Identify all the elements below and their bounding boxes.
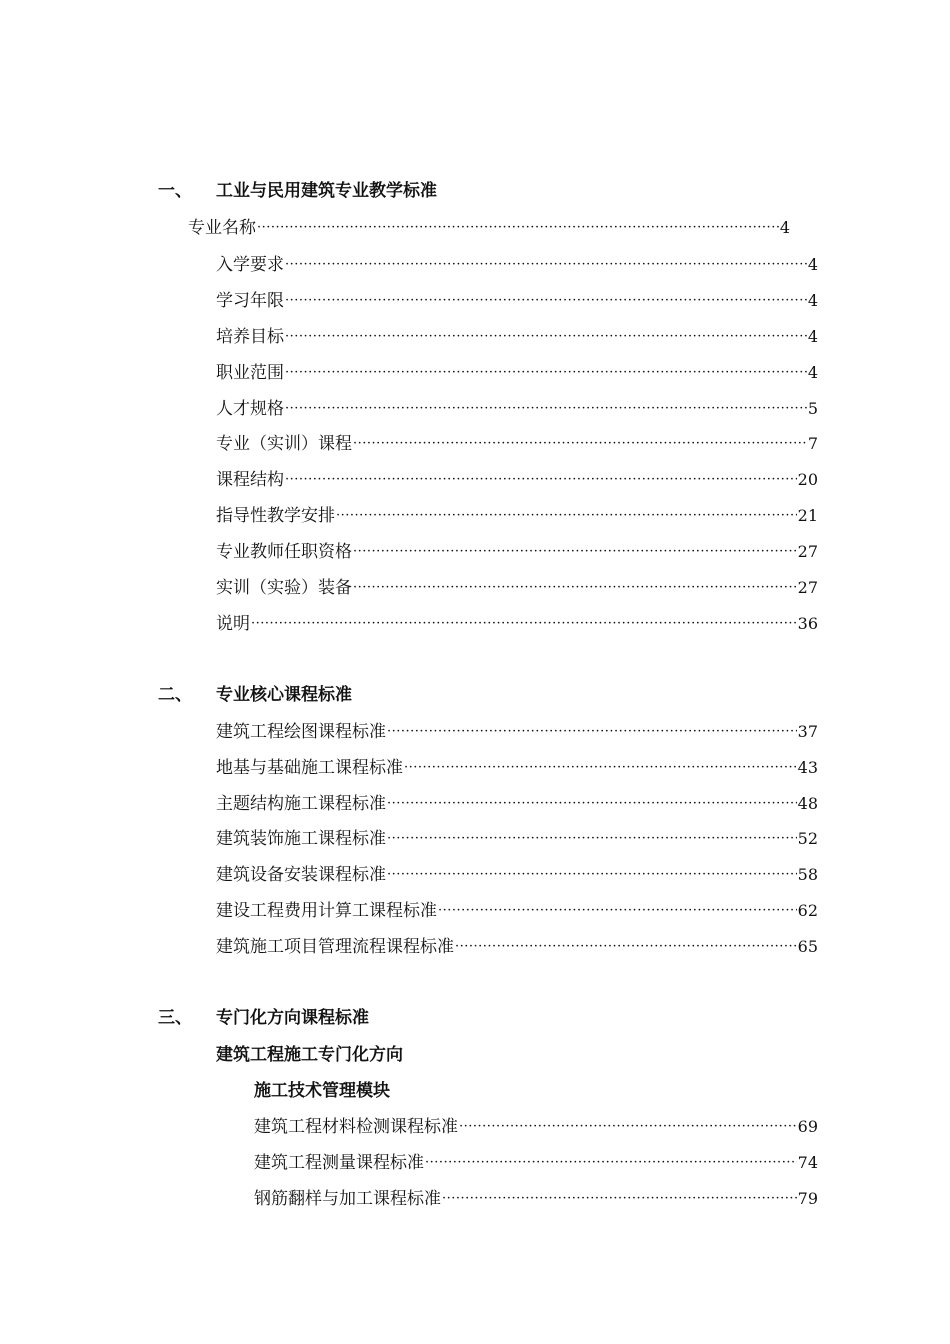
toc-leader-dots (285, 472, 797, 487)
toc-entry[interactable] (216, 573, 818, 598)
toc-leader-dots (459, 1119, 797, 1134)
toc-entry-page: 52 (797, 829, 818, 848)
section-title: 工业与民用建筑专业教学标准 (216, 181, 437, 201)
toc-entry-title: 建筑装饰施工课程标准 (216, 829, 386, 849)
toc-entry[interactable] (216, 717, 818, 742)
toc-leader-dots (353, 436, 807, 451)
toc-entry[interactable] (254, 1112, 818, 1137)
toc-leader-dots (353, 544, 797, 559)
toc-entry-page: 4 (807, 291, 818, 310)
toc-entry-page: 74 (797, 1153, 818, 1172)
toc-entry-title: 专业教师任职资格 (216, 542, 352, 562)
toc-entry-page: 27 (797, 578, 818, 597)
toc-entry[interactable] (216, 753, 818, 778)
toc-entry[interactable] (216, 250, 818, 275)
toc-entry-page: 36 (797, 614, 818, 633)
toc-entry-page: 69 (797, 1117, 818, 1136)
toc-entry-title: 专业名称 (188, 218, 256, 238)
toc-entry-page: 4 (779, 218, 790, 237)
toc-entry-title: 建筑工程材料检测课程标准 (254, 1117, 458, 1137)
toc-leader-dots (353, 580, 797, 595)
toc-entry-title: 课程结构 (216, 470, 284, 490)
toc-entry-page: 4 (807, 255, 818, 274)
toc-entry-title: 建设工程费用计算工课程标准 (216, 901, 437, 921)
section-number: 一、 (158, 181, 192, 201)
toc-entry-page: 58 (797, 865, 818, 884)
section-title: 专门化方向课程标准 (216, 1008, 369, 1028)
section-heading (158, 176, 437, 201)
section-number: 二、 (158, 685, 192, 705)
toc-entry-page: 65 (797, 937, 818, 956)
toc-entry[interactable] (216, 322, 818, 347)
toc-entry[interactable] (216, 537, 818, 562)
direction-heading: 建筑工程施工专门化方向 (216, 1045, 403, 1065)
toc-entry-title: 职业范围 (216, 363, 284, 383)
toc-entry[interactable] (216, 394, 818, 419)
toc-leader-dots (387, 831, 797, 846)
toc-entry-page: 20 (797, 470, 818, 489)
toc-entry-page: 37 (797, 722, 818, 741)
toc-leader-dots (285, 329, 807, 344)
toc-leader-dots (387, 867, 797, 882)
section-heading (158, 1003, 369, 1028)
toc-entry-title: 入学要求 (216, 255, 284, 275)
toc-entry-page: 43 (797, 758, 818, 777)
toc-entry-page: 5 (807, 399, 818, 418)
toc-entry-title: 建筑工程测量课程标准 (254, 1153, 424, 1173)
toc-leader-dots (285, 257, 807, 272)
toc-entry-title: 说明 (216, 614, 250, 634)
toc-entry-title: 钢筋翻样与加工课程标准 (254, 1189, 441, 1209)
toc-leader-dots (285, 365, 807, 380)
toc-entry[interactable] (254, 1148, 818, 1173)
toc-entry[interactable] (216, 286, 818, 311)
toc-entry-page: 62 (797, 901, 818, 920)
toc-entry-page: 79 (797, 1189, 818, 1208)
toc-entry[interactable] (216, 358, 818, 383)
toc-entry-title: 主题结构施工课程标准 (216, 794, 386, 814)
toc-entry[interactable] (216, 896, 818, 921)
toc-leader-dots (387, 796, 797, 811)
toc-entry-title: 建筑施工项目管理流程课程标准 (216, 937, 454, 957)
toc-entry[interactable] (216, 789, 818, 814)
toc-entry-title: 建筑设备安装课程标准 (216, 865, 386, 885)
toc-entry-title: 学习年限 (216, 291, 284, 311)
toc-leader-dots (285, 293, 807, 308)
toc-entry-title: 建筑工程绘图课程标准 (216, 722, 386, 742)
section-heading (158, 680, 352, 705)
toc-entry-page: 21 (797, 506, 818, 525)
toc-entry-title: 人才规格 (216, 399, 284, 419)
toc-leader-dots (455, 939, 797, 954)
toc-entry-title: 地基与基础施工课程标准 (216, 758, 403, 778)
toc-entry[interactable] (216, 501, 818, 526)
toc-entry-page: 4 (807, 327, 818, 346)
toc-leader-dots (251, 616, 797, 631)
toc-entry-page: 27 (797, 542, 818, 561)
toc-leader-dots (425, 1155, 797, 1170)
toc-entry[interactable] (216, 465, 818, 490)
toc-entry-title: 实训（实验）装备 (216, 578, 352, 598)
toc-entry[interactable] (216, 932, 818, 957)
toc-leader-dots (257, 220, 779, 235)
toc-entry-page: 48 (797, 794, 818, 813)
toc-entry[interactable] (216, 860, 818, 885)
section-title: 专业核心课程标准 (216, 685, 352, 705)
toc-entry[interactable] (188, 213, 790, 238)
toc-leader-dots (442, 1191, 797, 1206)
toc-entry-page: 7 (807, 434, 818, 453)
toc-entry[interactable] (254, 1184, 818, 1209)
toc-leader-dots (438, 903, 797, 918)
toc-entry[interactable] (216, 429, 818, 454)
toc-entry-title: 指导性教学安排 (216, 506, 335, 526)
toc-entry[interactable] (216, 824, 818, 849)
toc-entry-page: 4 (807, 363, 818, 382)
toc-entry-title: 培养目标 (216, 327, 284, 347)
toc-leader-dots (336, 508, 797, 523)
section-number: 三、 (158, 1008, 192, 1028)
module-heading: 施工技术管理模块 (254, 1081, 390, 1101)
toc-leader-dots (387, 724, 797, 739)
toc-entry-title: 专业（实训）课程 (216, 434, 352, 454)
toc-leader-dots (285, 401, 807, 416)
toc-leader-dots (404, 760, 797, 775)
toc-entry[interactable] (216, 609, 818, 634)
